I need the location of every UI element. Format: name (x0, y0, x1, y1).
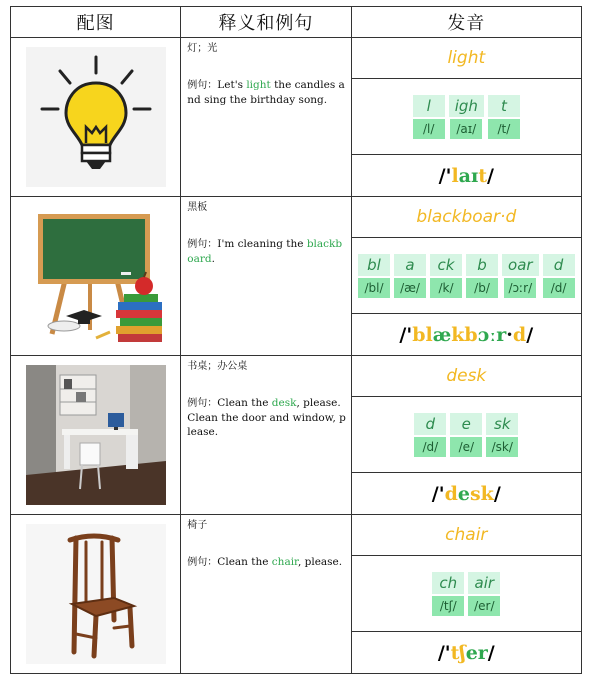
example-label: 例句： (187, 239, 218, 250)
ipa-close: / (493, 482, 501, 505)
ipa-close: / (487, 641, 495, 664)
phonics-chunk (450, 413, 482, 457)
chunk-phonetic: /d/ (543, 278, 575, 298)
ipa-segment: l (451, 164, 459, 187)
phonics-chunk (468, 572, 500, 616)
phonics-chunks (352, 79, 581, 155)
chunk-spelling: oar (502, 254, 539, 276)
example-after: , please. Clean the door and window, please. (187, 397, 346, 438)
chunk-spelling: igh (449, 95, 484, 117)
example-before: Clean the (217, 397, 272, 409)
ipa-transcription (352, 155, 581, 196)
meaning-text: 书桌；办公桌 (187, 361, 248, 372)
example-before: I'm cleaning the (217, 238, 307, 250)
example-keyword: desk (271, 397, 297, 409)
ipa-segment: · (506, 323, 513, 346)
desk-icon (26, 365, 166, 505)
ipa-segment: d (512, 323, 527, 346)
chunk-spelling: sk (486, 413, 518, 435)
chunk-spelling: a (394, 254, 426, 276)
table-row (11, 197, 582, 356)
chair-icon (26, 524, 166, 664)
phonics-chunk (543, 254, 575, 298)
chunk-phonetic: /l/ (413, 119, 445, 139)
phonics-chunk (486, 413, 518, 457)
chunk-spelling: b (466, 254, 498, 276)
ipa-segment: d (444, 482, 458, 505)
vocab-table (10, 6, 582, 674)
picture-cell (11, 197, 181, 356)
definition-cell (181, 356, 351, 515)
header-row (11, 7, 582, 38)
chunk-phonetic: /d/ (414, 437, 446, 457)
word-spelling: chair (352, 515, 581, 556)
ipa-transcription (352, 632, 581, 673)
definition-cell (181, 515, 351, 674)
chunk-spelling: air (468, 572, 500, 594)
picture-cell (11, 38, 181, 197)
ipa-segment: kb (451, 323, 478, 346)
example-after: . (211, 253, 215, 265)
ipa-segment: bl (412, 323, 433, 346)
example-label: 例句： (187, 398, 218, 409)
phonics-chunk (414, 413, 446, 457)
example-before: Let's (217, 79, 247, 91)
example-keyword: blackboard (187, 238, 343, 265)
phonics-chunk (502, 254, 539, 298)
example-sentence (187, 555, 346, 570)
phonics-chunk (394, 254, 426, 298)
header-pronunciation: 发音 (351, 7, 581, 38)
picture-cell (11, 356, 181, 515)
header-definition: 释义和例句 (181, 7, 351, 38)
phonics-chunks (352, 397, 581, 473)
ipa-segment: sk (469, 482, 494, 505)
example-label: 例句： (187, 557, 218, 568)
chunk-spelling: t (488, 95, 520, 117)
blackboard-icon (26, 206, 166, 346)
chunk-phonetic: /er/ (468, 596, 500, 616)
chunk-spelling: e (450, 413, 482, 435)
phonics-chunk (466, 254, 498, 298)
ipa-segment: t (478, 164, 487, 187)
chunk-phonetic: /e/ (450, 437, 482, 457)
example-after: the candles and sing the birthday song. (187, 79, 345, 106)
chunk-spelling: l (413, 95, 445, 117)
ipa-open: /' (437, 641, 451, 664)
chunk-phonetic: /aɪ/ (450, 119, 482, 139)
ipa-close: / (526, 323, 534, 346)
ipa-transcription (352, 473, 581, 514)
meaning-text: 灯；光 (187, 43, 218, 54)
chunk-spelling: ch (432, 572, 464, 594)
ipa-segment: e (457, 482, 470, 505)
phonics-chunk (358, 254, 390, 298)
phonics-chunk (449, 95, 484, 139)
chunk-phonetic: /æ/ (394, 278, 426, 298)
ipa-open: /' (399, 323, 413, 346)
ipa-segment: aɪ (458, 164, 479, 187)
example-before: Clean the (217, 556, 272, 568)
chunk-phonetic: /ɔːr/ (504, 278, 536, 298)
phonics-chunk (430, 254, 462, 298)
phonics-chunk (413, 95, 445, 139)
chunk-spelling: bl (358, 254, 390, 276)
pronunciation-cell (351, 197, 581, 356)
ipa-segment: tʃ (450, 641, 466, 664)
phonics-chunks (352, 238, 581, 314)
example-keyword: light (246, 79, 271, 91)
chunk-spelling: d (543, 254, 575, 276)
example-after: , please. (297, 556, 343, 568)
example-sentence (187, 78, 346, 107)
word-spelling: desk (352, 356, 581, 397)
ipa-open: /' (438, 164, 452, 187)
light-bulb-icon (26, 47, 166, 187)
ipa-close: / (486, 164, 494, 187)
word-spelling: blackboar·d (352, 197, 581, 238)
pronunciation-cell (351, 38, 581, 197)
table-row (11, 356, 582, 515)
ipa-segment: ɔːr (477, 323, 507, 346)
picture-cell (11, 515, 181, 674)
phonics-chunk (488, 95, 520, 139)
example-keyword: chair (271, 556, 298, 568)
chunk-spelling: ck (430, 254, 462, 276)
pronunciation-cell (351, 356, 581, 515)
example-sentence (187, 396, 346, 439)
meaning-text: 椅子 (187, 520, 208, 531)
chunk-phonetic: /t/ (488, 119, 520, 139)
ipa-segment: er (465, 641, 488, 664)
chunk-phonetic: /bl/ (358, 278, 390, 298)
chunk-phonetic: /b/ (466, 278, 498, 298)
table-row (11, 38, 582, 197)
ipa-open: /' (431, 482, 445, 505)
definition-cell (181, 38, 351, 197)
pronunciation-cell (351, 515, 581, 674)
meaning-text: 黑板 (187, 202, 208, 213)
chunk-phonetic: /k/ (430, 278, 462, 298)
example-sentence (187, 237, 346, 266)
ipa-transcription (352, 314, 581, 355)
phonics-chunk (432, 572, 464, 616)
ipa-segment: æ (432, 323, 452, 346)
example-label: 例句： (187, 80, 218, 91)
chunk-spelling: d (414, 413, 446, 435)
phonics-chunks (352, 556, 581, 632)
chunk-phonetic: /tʃ/ (432, 596, 464, 616)
header-picture: 配图 (11, 7, 181, 38)
chunk-phonetic: /sk/ (486, 437, 518, 457)
table-row (11, 515, 582, 674)
definition-cell (181, 197, 351, 356)
word-spelling: light (352, 38, 581, 79)
